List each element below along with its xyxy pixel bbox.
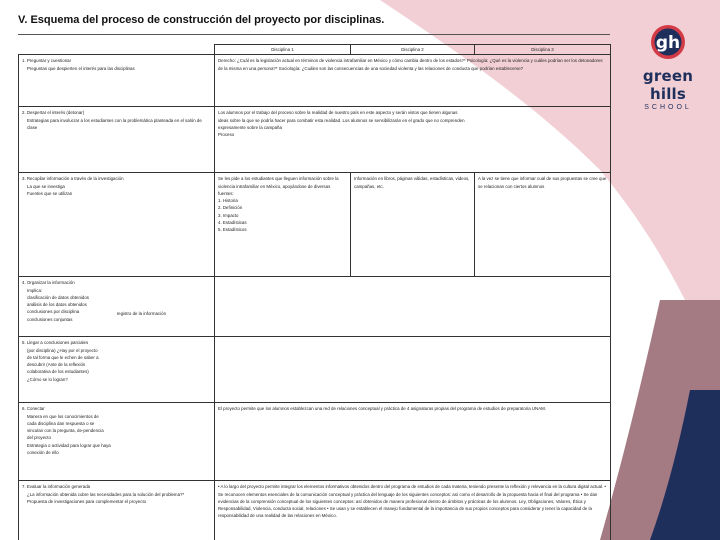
- row-label-recopilar: [19, 173, 215, 277]
- table-row: [19, 107, 611, 173]
- row-label-detail: Estrategias para involucrar a los estudiantes con la problemática planteada en el salón de clase: [27, 117, 202, 130]
- school-logo: [624, 24, 712, 111]
- discipline-process-table: [18, 44, 611, 540]
- table-row: [19, 403, 611, 481]
- row-content-conclusiones: [215, 337, 611, 403]
- list-item: conclusiones conjuntas: [27, 316, 73, 322]
- content-text: Se les pide a los estudiantes que lleguen información sobre la violencia intrafamiliar en México, apoyándose de diversas fuentes:: [218, 176, 339, 196]
- table-row: [19, 481, 611, 540]
- row-label-detail: Propuesta de investigaciones para complementar el proyecto: [27, 498, 147, 504]
- logo-mark: gh: [655, 33, 681, 53]
- content-text: Proceso: [218, 132, 235, 138]
- row-label-title: 7. Evaluar la información generada: [22, 484, 91, 490]
- row-content-evaluar: [215, 481, 611, 540]
- row-content-organizar: [215, 277, 611, 337]
- row-3-discipline-3: [475, 173, 611, 277]
- row-label-despertar: [19, 107, 215, 173]
- list-item: 4. Estadísticas: [218, 219, 247, 225]
- row-label-detail: (por disciplina) ¿Hay por el proyecto de tal forma que le echen de saber a descubrir (Ante de la reflexión colaborativa de los estudiantes): [27, 347, 99, 375]
- content-text: Información en libros, páginas válidas, estadísticas, videos, campañas, etc.: [354, 176, 470, 189]
- logo-brand-name: green hills: [642, 67, 694, 103]
- table-row: [19, 277, 611, 337]
- content-text: A la vez se tiene que informar cual de sus propuestas se cree que se relacionan con ciertos alumnos: [478, 176, 607, 189]
- header-discipline-2: Disciplina 2: [351, 45, 475, 55]
- row-label-title: 2. Despertar el interés (detonar): [22, 110, 85, 116]
- row-label-preguntar: [19, 55, 215, 107]
- row-label-detail: La que se investiga: [27, 183, 65, 189]
- row-label-title: 1. Preguntar y cuestionar: [22, 58, 72, 64]
- row-label-title: 3. Recopilar información a través de la investigación: [22, 176, 124, 182]
- list-item: 2. Definición: [218, 205, 243, 211]
- content-text: Derecho: ¿Cuál es la legislación actual en términos de violencia intrafamiliar en México y cómo cambia dentro de los estados?* Psicología: ¿Qué es la violencia y cuáles podrían ser los detonadores de la misma en una persona?* Sociología: ¿Cuáles son las consecuencias de una sociedad violenta y las relaciones de conducta que podrían establecerse?: [218, 58, 603, 71]
- page-title: V. Esquema del proceso de construcción del proyecto por disciplinas.: [18, 14, 385, 26]
- row-label-detail: ¿Cómo se lo logran?: [27, 376, 68, 382]
- list-item: registro de la información: [116, 310, 167, 316]
- list-item: 5. Estadísticos: [218, 227, 247, 233]
- header-discipline-1: Disciplina 1: [215, 45, 351, 55]
- header-discipline-3: Disciplina 3: [475, 45, 611, 55]
- list-item: análisis de los datos obtenidos: [27, 302, 87, 308]
- list-item: conclusiones por disciplina: [27, 309, 80, 315]
- title-underline: [18, 34, 610, 35]
- list-item: clasificación de datos obtenidos: [27, 294, 89, 300]
- row-label-organizar: [19, 277, 215, 337]
- row-label-title: 6. Conectar: [22, 406, 45, 412]
- content-text: El proyecto permite que los alumnos establezcan una red de relaciones conceptual y práctica de 4 asignaturas propias del programa de estudios de preparatoria UNAM.: [218, 406, 547, 412]
- header-cell-blank: [19, 45, 215, 55]
- table-row: [19, 173, 611, 277]
- organizar-subitems: [22, 294, 211, 323]
- row-3-discipline-2: [351, 173, 475, 277]
- row-label-conclusiones: [19, 337, 215, 403]
- list-item: 1. Historia: [218, 198, 238, 204]
- row-label-detail: Manera en que los conocimientos de cada disciplina dan respuesta o se vinculan con la pregunta, de-pendencia del proyecto: [27, 413, 104, 441]
- organizar-subitems-right: [113, 294, 211, 323]
- row-content-preguntar: [215, 55, 611, 107]
- row-label-conectar: [19, 403, 215, 481]
- organizar-subitems-left: [22, 294, 113, 323]
- row-label-detail: Fuentes que se utilizan: [27, 190, 73, 196]
- row-content-conectar: [215, 403, 611, 481]
- logo-subtitle: SCHOOL: [644, 104, 692, 111]
- table-row: [19, 337, 611, 403]
- row-label-title: 5. Llegar a conclusiones parciales: [22, 340, 89, 346]
- row-label-detail: ¿La información obtenida cubre las necesidades para la solución del problema?*: [27, 491, 185, 497]
- row-label-evaluar: [19, 481, 215, 540]
- table-header-row: [19, 45, 611, 55]
- row-label-detail: Preguntas que despierten el interés para las disciplinas: [27, 65, 135, 71]
- row-label-detail: Estrategia o actividad para lograr que haya conexión de ello: [27, 442, 111, 455]
- content-text: Los alumnos por el trabajo del proceso sobre la realidad de nuestro país en este aspecto y serán vistos que tienen algunas ideas sobre la que se podría hacer para combatir esta realidad. Los alumnos se sensibilizarán en el grado que no comprenden expresamente sobre la campaña: [218, 110, 465, 130]
- content-text: • A lo largo del proyecto permite integrar los elementos informativos obtenidos dentro del programa de estudios de cada materia, teniendo presente la reflexión y relevancia en la cultura digital actual. • Se reconocen elementos esenciales de la comunicación conceptual y práctica del lenguaje de los siguientes conceptos: así como el desarrollo de la propuesta hacia el final del programa • Se dan evidencias de la comprensión conceptual de los siguientes conceptos: así obtenidos de manera profesional dentro de ámbitos y prácticas de los alumnos. Ley, Obligaciones, Valores, Ética y Responsabilidad, Violencia, conducta social, relaciones • Se usan y se establecen el manejo fundamental de la importancia de sus propios conceptos para considerar y tener la capacidad de la responsabilidad de una realidad de las relaciones en México.: [218, 484, 606, 519]
- gh-shield-icon: [624, 24, 712, 60]
- row-label-title: 4. Organizar la información: [22, 280, 75, 286]
- row-label-detail: Implica:: [27, 287, 43, 293]
- list-item: 3. Impacto: [218, 212, 239, 218]
- row-content-despertar: [215, 107, 611, 173]
- row-3-discipline-1: [215, 173, 351, 277]
- table-row: [19, 55, 611, 107]
